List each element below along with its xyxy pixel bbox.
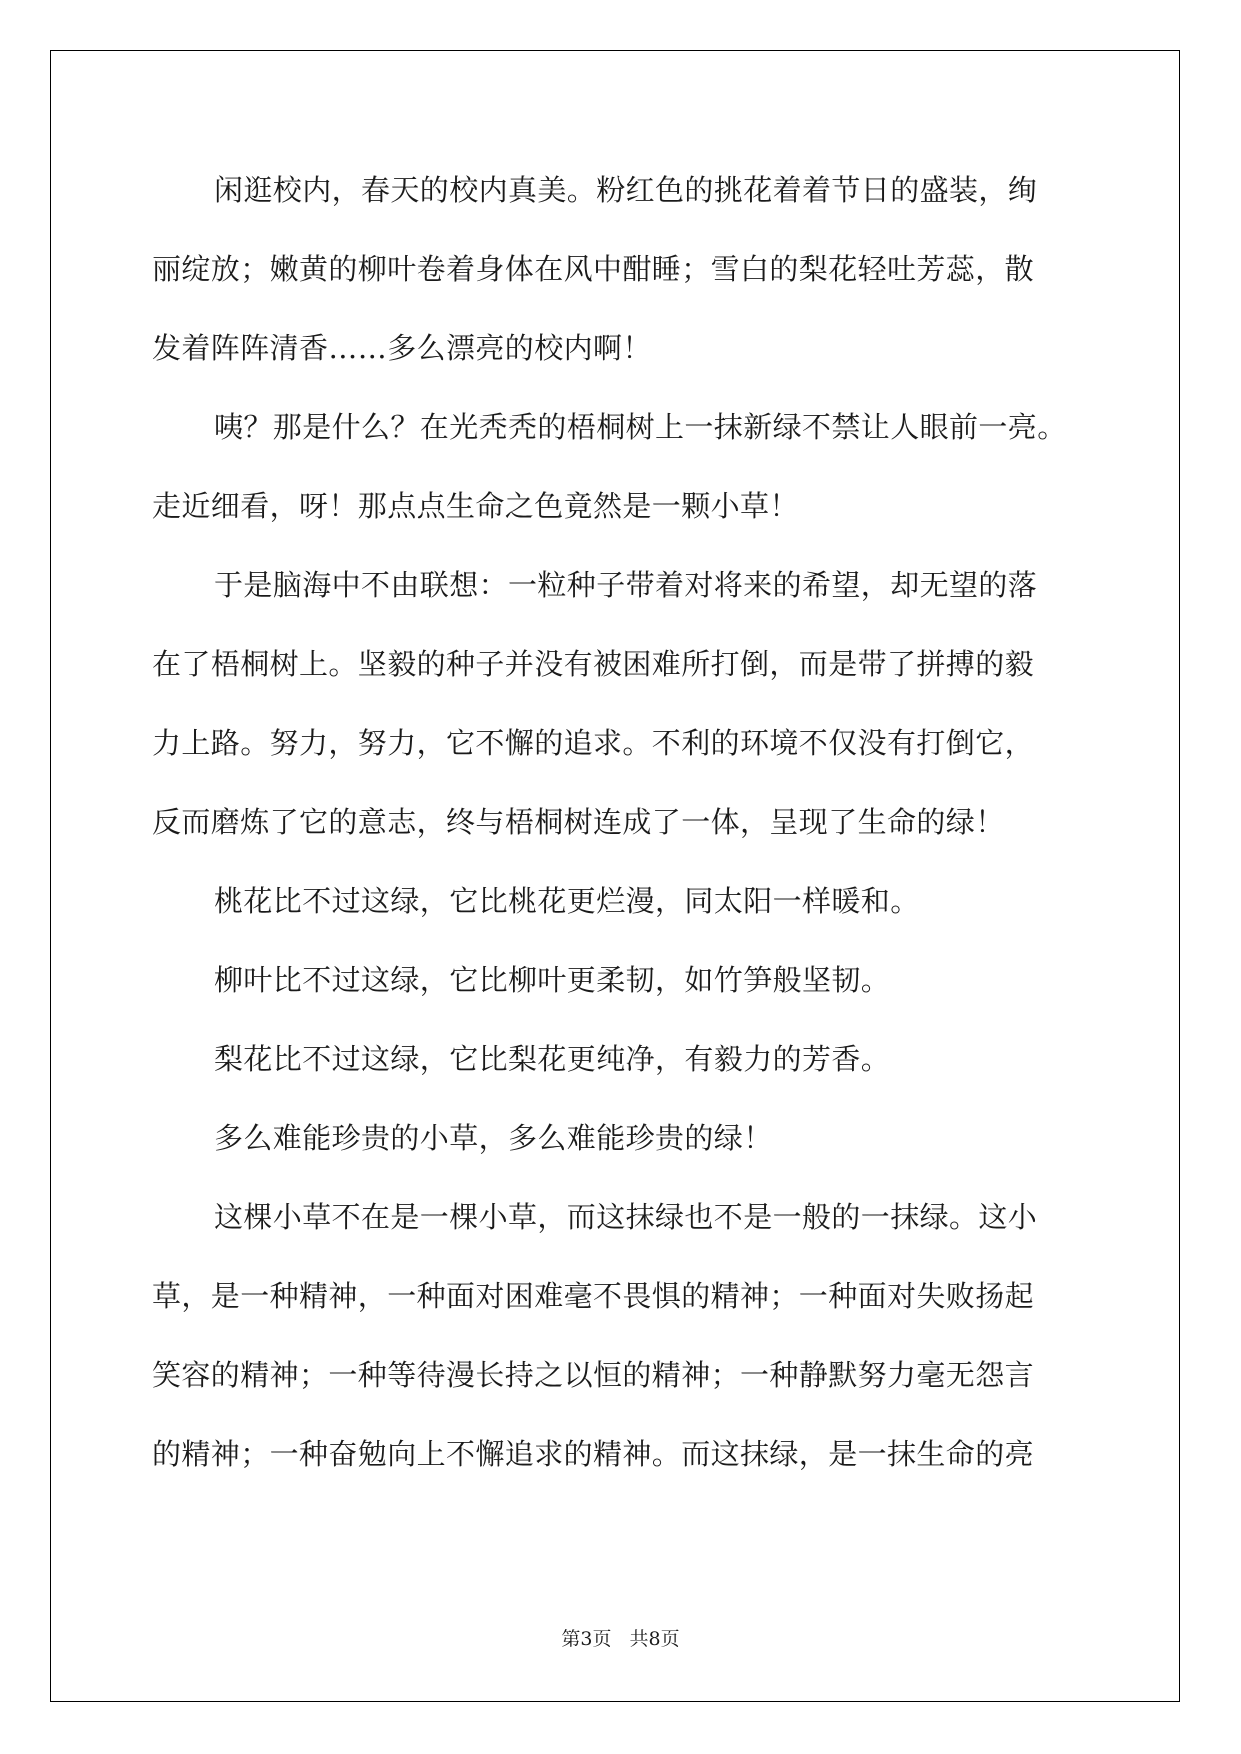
paragraph-line: 发着阵阵清香……多么漂亮的校内啊！ bbox=[152, 331, 652, 365]
page-total: 共8页 bbox=[629, 1628, 680, 1650]
paragraph-line: 力上路。努力，努力，它不懈的追求。不利的环境不仅没有打倒它， bbox=[152, 726, 1035, 760]
paragraph-line: 在了梧桐树上。坚毅的种子并没有被困难所打倒，而是带了拼搏的毅 bbox=[152, 647, 1035, 681]
paragraph-line: 多么难能珍贵的小草，多么难能珍贵的绿！ bbox=[214, 1121, 773, 1155]
paragraph-line: 咦？那是什么？在光秃秃的梧桐树上一抹新绿不禁让人眼前一亮。 bbox=[214, 410, 1067, 444]
paragraph-line: 这棵小草不在是一棵小草，而这抹绿也不是一般的一抹绿。这小 bbox=[214, 1200, 1038, 1234]
page-number: 第3页 bbox=[561, 1628, 612, 1650]
document-body bbox=[152, 160, 1092, 1503]
paragraph-line: 反而磨炼了它的意志，终与梧桐树连成了一体，呈现了生命的绿！ bbox=[152, 805, 1005, 839]
paragraph-line: 走近细看，呀！那点点生命之色竟然是一颗小草！ bbox=[152, 489, 799, 523]
page-footer bbox=[0, 1624, 1241, 1651]
paragraph-line: 闲逛校内，春天的校内真美。粉红色的挑花着着节日的盛装，绚 bbox=[214, 173, 1038, 207]
paragraph-line: 桃花比不过这绿，它比桃花更烂漫，同太阳一样暖和。 bbox=[214, 884, 920, 918]
paragraph-line: 梨花比不过这绿，它比梨花更纯净，有毅力的芳香。 bbox=[214, 1042, 891, 1076]
paragraph-line: 丽绽放；嫩黄的柳叶卷着身体在风中酣睡；雪白的梨花轻吐芳蕊，散 bbox=[152, 252, 1035, 286]
paragraph-line: 的精神；一种奋勉向上不懈追求的精神。而这抹绿，是一抹生命的亮 bbox=[152, 1437, 1035, 1471]
paragraph-line: 于是脑海中不由联想：一粒种子带着对将来的希望，却无望的落 bbox=[214, 568, 1038, 602]
paragraph-line: 柳叶比不过这绿，它比柳叶更柔韧，如竹笋般坚韧。 bbox=[214, 963, 891, 997]
paragraph-line: 笑容的精神；一种等待漫长持之以恒的精神；一种静默努力毫无怨言 bbox=[152, 1358, 1035, 1392]
paragraph-line: 草，是一种精神，一种面对困难毫不畏惧的精神；一种面对失败扬起 bbox=[152, 1279, 1035, 1313]
